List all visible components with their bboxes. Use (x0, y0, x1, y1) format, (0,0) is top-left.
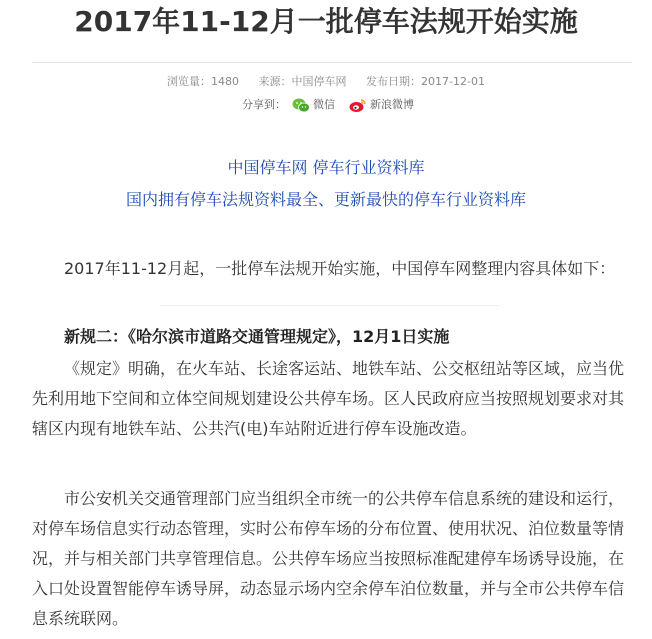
wechat-icon (292, 98, 310, 113)
section-heading: 新规二：《哈尔滨市道路交通管理规定》，12月1日实施 (64, 327, 450, 346)
faint-divider (160, 305, 500, 306)
paragraph-intro: 2017年11-12月起，一批停车法规开始实施，中国停车网整理内容具体如下： (64, 259, 616, 278)
share-label: 分享到： (242, 98, 286, 111)
intro-line-1: 中国停车网 停车行业资料库 (227, 158, 425, 177)
share-weibo-label: 新浪微博 (370, 98, 414, 111)
intro-line-2: 国内拥有停车法规资料最全、更新最快的停车行业资料库 (125, 190, 526, 209)
share-wechat-button[interactable] (292, 97, 335, 113)
title-divider (32, 62, 632, 63)
view-count: 浏览量：1480 (167, 75, 240, 88)
share-bar (242, 97, 428, 113)
paragraph-parking-info-system: 市公安机关交通管理部门应当组织全市统一的公共停车信息系统的建设和运行，对停车场信息实行动态管理，实时公布停车场的分布位置、使用状况、泊位数量等情况，并与相关部门共享管理信息。公共停车场应当按照标准配建停车场诱导设施，在入口处设置智能停车诱导屏，动态显示场内空余停车泊位数量，并与全市公共停车信息系统联网。 (32, 489, 625, 628)
paragraph-regulation: 《规定》明确，在火车站、长途客运站、地铁车站、公交枢纽站等区域，应当优先利用地下空间和立体空间规划建设公共停车场。区人民政府应当按照规划要求对其辖区内现有地铁车站、公共汽(电)车站附近进行停车设施改造。 (32, 359, 625, 438)
publish-date: 发布日期：2017-12-01 (366, 75, 485, 88)
page-title: 2017年11-12月一批停车法规开始实施 (74, 5, 578, 38)
article-meta (0, 74, 652, 90)
share-wechat-label: 微信 (313, 98, 335, 111)
source: 来源：中国停车网 (258, 75, 347, 88)
weibo-icon (349, 98, 367, 113)
share-weibo-button[interactable] (349, 97, 414, 113)
